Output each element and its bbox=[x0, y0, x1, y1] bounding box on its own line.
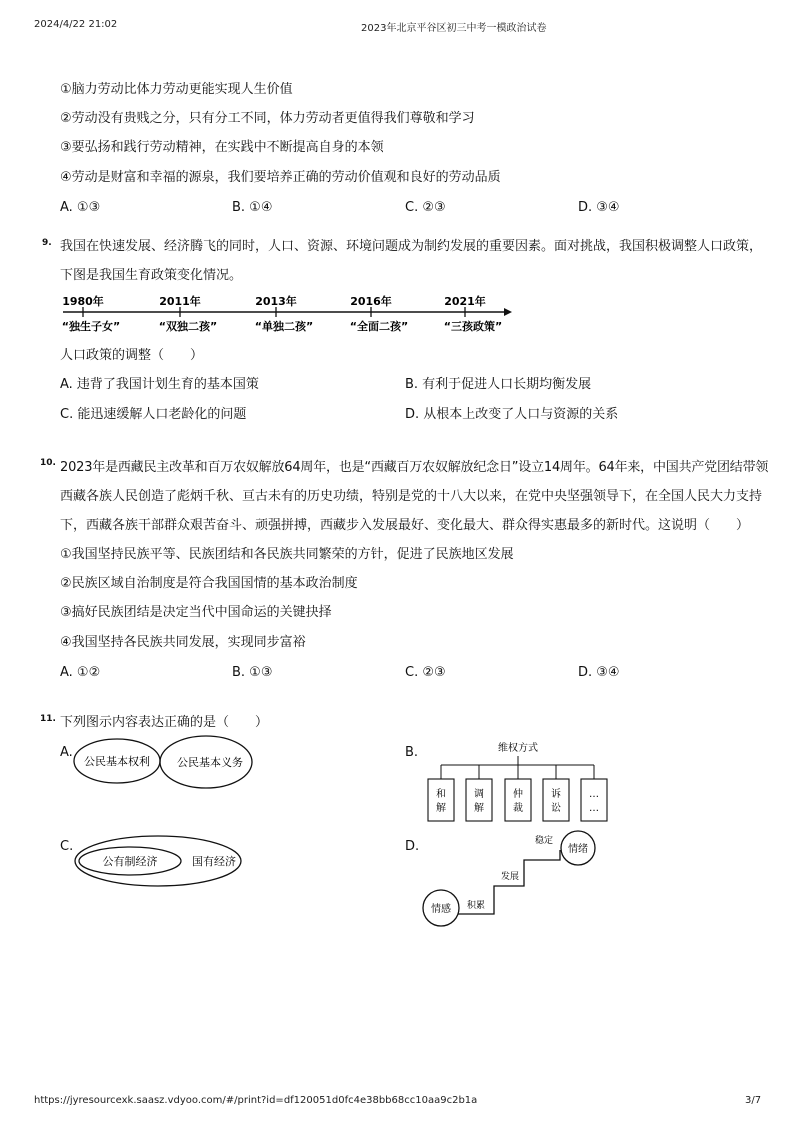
timeline-year-label: 2016年 bbox=[350, 295, 392, 308]
diagram-b-box bbox=[581, 779, 607, 821]
timeline-year-label: 2011年 bbox=[159, 295, 201, 308]
timeline-policy-label: “独生子女” bbox=[61, 320, 121, 333]
q11-number: 11. bbox=[40, 714, 56, 724]
timeline-policy-label: “单独二孩” bbox=[254, 320, 314, 333]
q10-option-c[interactable]: C. ②③ bbox=[405, 665, 446, 680]
q8-item-2: ②劳动没有贵贱之分，只有分工不同，体力劳动者更值得我们尊敬和学习 bbox=[60, 111, 475, 126]
diagram-d-start-label: 情感 bbox=[431, 904, 451, 915]
q9-option-b[interactable]: B. 有利于促进人口长期均衡发展 bbox=[405, 377, 592, 392]
q9-option-c[interactable]: C. 能迅速缓解人口老龄化的问题 bbox=[60, 407, 247, 422]
timeline-year-label: 2013年 bbox=[255, 295, 297, 308]
q11-stem: 下列图示内容表达正确的是（ ） bbox=[60, 715, 269, 730]
diagram-d bbox=[418, 828, 618, 930]
diagram-b-box-char: … bbox=[589, 803, 599, 814]
diagram-c bbox=[72, 834, 252, 890]
q10-item-4: ④我国坚持各民族共同发展，实现同步富裕 bbox=[60, 635, 306, 650]
q10-stem-line-1: 2023年是西藏民主改革和百万农奴解放64周年，也是“西藏百万农奴解放纪念日”设立14周年。64年来，中国共产党团结带领 bbox=[60, 460, 769, 475]
diagram-c-outer-label: 国有经济 bbox=[192, 855, 236, 868]
q10-option-a[interactable]: A. ①② bbox=[60, 665, 101, 680]
q11-option-c-label[interactable]: C. bbox=[60, 839, 74, 854]
diagram-b bbox=[412, 737, 622, 829]
diagram-a bbox=[72, 735, 257, 791]
diagram-b-box bbox=[428, 779, 454, 821]
diagram-d-end-label: 情绪 bbox=[568, 844, 588, 855]
timeline-year-label: 1980年 bbox=[62, 295, 104, 308]
diagram-b-box-char: … bbox=[589, 789, 599, 800]
timeline-policy-label: “三孩政策” bbox=[443, 320, 503, 333]
diagram-b-box-char: 解 bbox=[436, 803, 446, 814]
diagram-b-box-char: 仲 bbox=[513, 789, 523, 800]
footer-url[interactable]: https://jyresourcexk.saasz.vdyoo.com/#/print?id=df120051d0fc4e38bb68cc10aa9c2b1a bbox=[34, 1095, 478, 1106]
diagram-b-box-char: 讼 bbox=[551, 803, 561, 814]
q9-number: 9. bbox=[42, 238, 52, 248]
q8-item-1: ①脑力劳动比体力劳动更能实现人生价值 bbox=[60, 82, 293, 97]
page-number: 3/7 bbox=[745, 1095, 762, 1106]
diagram-c-inner-label: 公有制经济 bbox=[102, 855, 158, 868]
q10-stem-line-2: 西藏各族人民创造了彪炳千秋、亘古未有的历史功绩，特别是党的十八大以来，在党中央坚强领导下，在全国人民大力支持 bbox=[60, 489, 763, 504]
diagram-d-step3-label: 稳定 bbox=[534, 836, 554, 846]
q9-stem-line-2: 下图是我国生育政策变化情况。 bbox=[60, 268, 243, 283]
q10-item-1: ①我国坚持民族平等、民族团结和各民族共同繁荣的方针，促进了民族地区发展 bbox=[60, 547, 514, 562]
q9-stem-line-1: 我国在快速发展、经济腾飞的同时，人口、资源、环境问题成为制约发展的重要因素。面对挑战，我国积极调整人口政策， bbox=[60, 239, 763, 254]
timeline-policy-label: “全面二孩” bbox=[349, 320, 409, 333]
policy-timeline bbox=[60, 290, 520, 338]
timeline-year-label: 2021年 bbox=[444, 295, 486, 308]
timeline-arrow-icon bbox=[504, 308, 512, 316]
diagram-b-box bbox=[505, 779, 531, 821]
q8-option-a[interactable]: A. ①③ bbox=[60, 200, 101, 215]
diagram-b-box-char: 和 bbox=[436, 789, 446, 800]
diagram-b-box-char: 调 bbox=[474, 789, 484, 800]
diagram-d-step1-label: 积累 bbox=[466, 901, 486, 911]
q10-option-d[interactable]: D. ③④ bbox=[578, 665, 620, 680]
q8-option-d[interactable]: D. ③④ bbox=[578, 200, 620, 215]
diagram-b-box-char: 解 bbox=[474, 803, 484, 814]
q8-item-4: ④劳动是财富和幸福的源泉，我们要培养正确的劳动价值观和良好的劳动品质 bbox=[60, 170, 501, 185]
diagram-b-box-char: 裁 bbox=[513, 803, 523, 814]
diagram-b-root-label: 维权方式 bbox=[498, 743, 538, 754]
q11-option-a-label[interactable]: A. bbox=[60, 745, 73, 760]
q10-item-3: ③搞好民族团结是决定当代中国命运的关键抉择 bbox=[60, 605, 332, 620]
diagram-a-right-label: 公民基本义务 bbox=[177, 756, 243, 769]
print-datetime: 2024/4/22 21:02 bbox=[34, 19, 118, 30]
diagram-b-box bbox=[543, 779, 569, 821]
q8-option-c[interactable]: C. ②③ bbox=[405, 200, 446, 215]
diagram-d-step2-label: 发展 bbox=[500, 872, 520, 882]
q10-number: 10. bbox=[40, 458, 56, 468]
document-title: 2023年北京平谷区初三中考一模政治试卷 bbox=[361, 23, 547, 34]
q10-item-2: ②民族区域自治制度是符合我国国情的基本政治制度 bbox=[60, 576, 358, 591]
diagram-a-left-label: 公民基本权利 bbox=[84, 755, 150, 768]
q9-option-d[interactable]: D. 从根本上改变了人口与资源的关系 bbox=[405, 407, 619, 422]
q10-stem-line-3: 下，西藏各族干部群众艰苦奋斗、顽强拼搏，西藏步入发展最好、变化最大、群众得实惠最多的新时代。这说明（ ） bbox=[60, 518, 750, 533]
q8-option-b[interactable]: B. ①④ bbox=[232, 200, 273, 215]
q9-question: 人口政策的调整（ ） bbox=[60, 348, 204, 363]
diagram-b-box-char: 诉 bbox=[551, 789, 561, 800]
q11-option-b-label[interactable]: B. bbox=[405, 745, 419, 760]
q8-item-3: ③要弘扬和践行劳动精神，在实践中不断提高自身的本领 bbox=[60, 140, 384, 155]
q10-option-b[interactable]: B. ①③ bbox=[232, 665, 273, 680]
q9-option-a[interactable]: A. 违背了我国计划生育的基本国策 bbox=[60, 377, 259, 392]
diagram-b-box bbox=[466, 779, 492, 821]
q11-option-d-label[interactable]: D. bbox=[405, 839, 420, 854]
timeline-policy-label: “双独二孩” bbox=[158, 320, 218, 333]
